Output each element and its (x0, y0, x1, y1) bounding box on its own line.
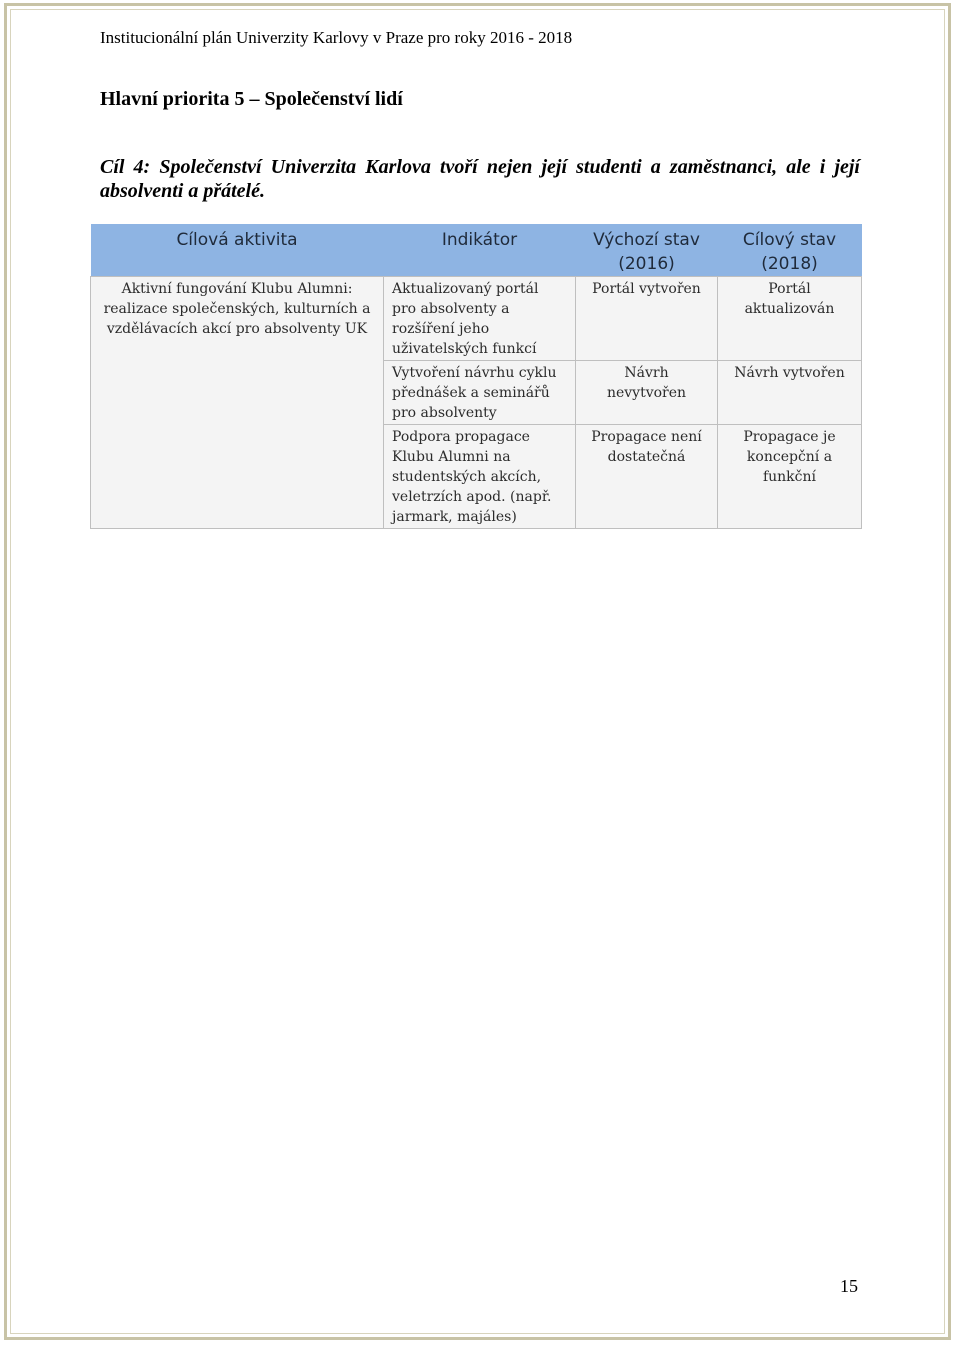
goal-heading: Cíl 4: Společenství Univerzita Karlova tvoří nejen její studenti a zaměstnanci, ale i její absolventi a přátelé. (100, 156, 860, 202)
page-number: 15 (840, 1276, 858, 1296)
table-row (91, 277, 862, 361)
goal-table (90, 224, 862, 529)
header-baseline: Výchozí stav (2016) (576, 224, 718, 277)
baseline-cell: Návrh nevytvořen (576, 361, 718, 425)
baseline-cell: Portál vytvořen (576, 277, 718, 361)
baseline-cell: Propagace není dostatečná (576, 425, 718, 529)
indicator-cell: Aktualizovaný portál pro absolventy a rozšíření jeho uživatelských funkcí (384, 277, 576, 361)
header-activity: Cílová aktivita (91, 224, 384, 277)
target-cell: Portál aktualizován (718, 277, 862, 361)
table-header-row (91, 224, 862, 277)
page-border (4, 3, 951, 1340)
activity-cell: Aktivní fungování Klubu Alumni: realizace společenských, kulturních a vzdělávacích akcí pro absolventy UK (91, 277, 384, 529)
header-indicator: Indikátor (384, 224, 576, 277)
header-target: Cílový stav (2018) (718, 224, 862, 277)
indicator-cell: Vytvoření návrhu cyklu přednášek a seminářů pro absolventy (384, 361, 576, 425)
section-heading: Hlavní priorita 5 – Společenství lidí (100, 88, 403, 110)
indicator-cell: Podpora propagace Klubu Alumni na studentských akcích, veletrzích apod. (např. jarmark, majáles) (384, 425, 576, 529)
target-cell: Návrh vytvořen (718, 361, 862, 425)
target-cell: Propagace je koncepční a funkční (718, 425, 862, 529)
running-header: Institucionální plán Univerzity Karlovy v Praze pro roky 2016 - 2018 (100, 28, 573, 47)
